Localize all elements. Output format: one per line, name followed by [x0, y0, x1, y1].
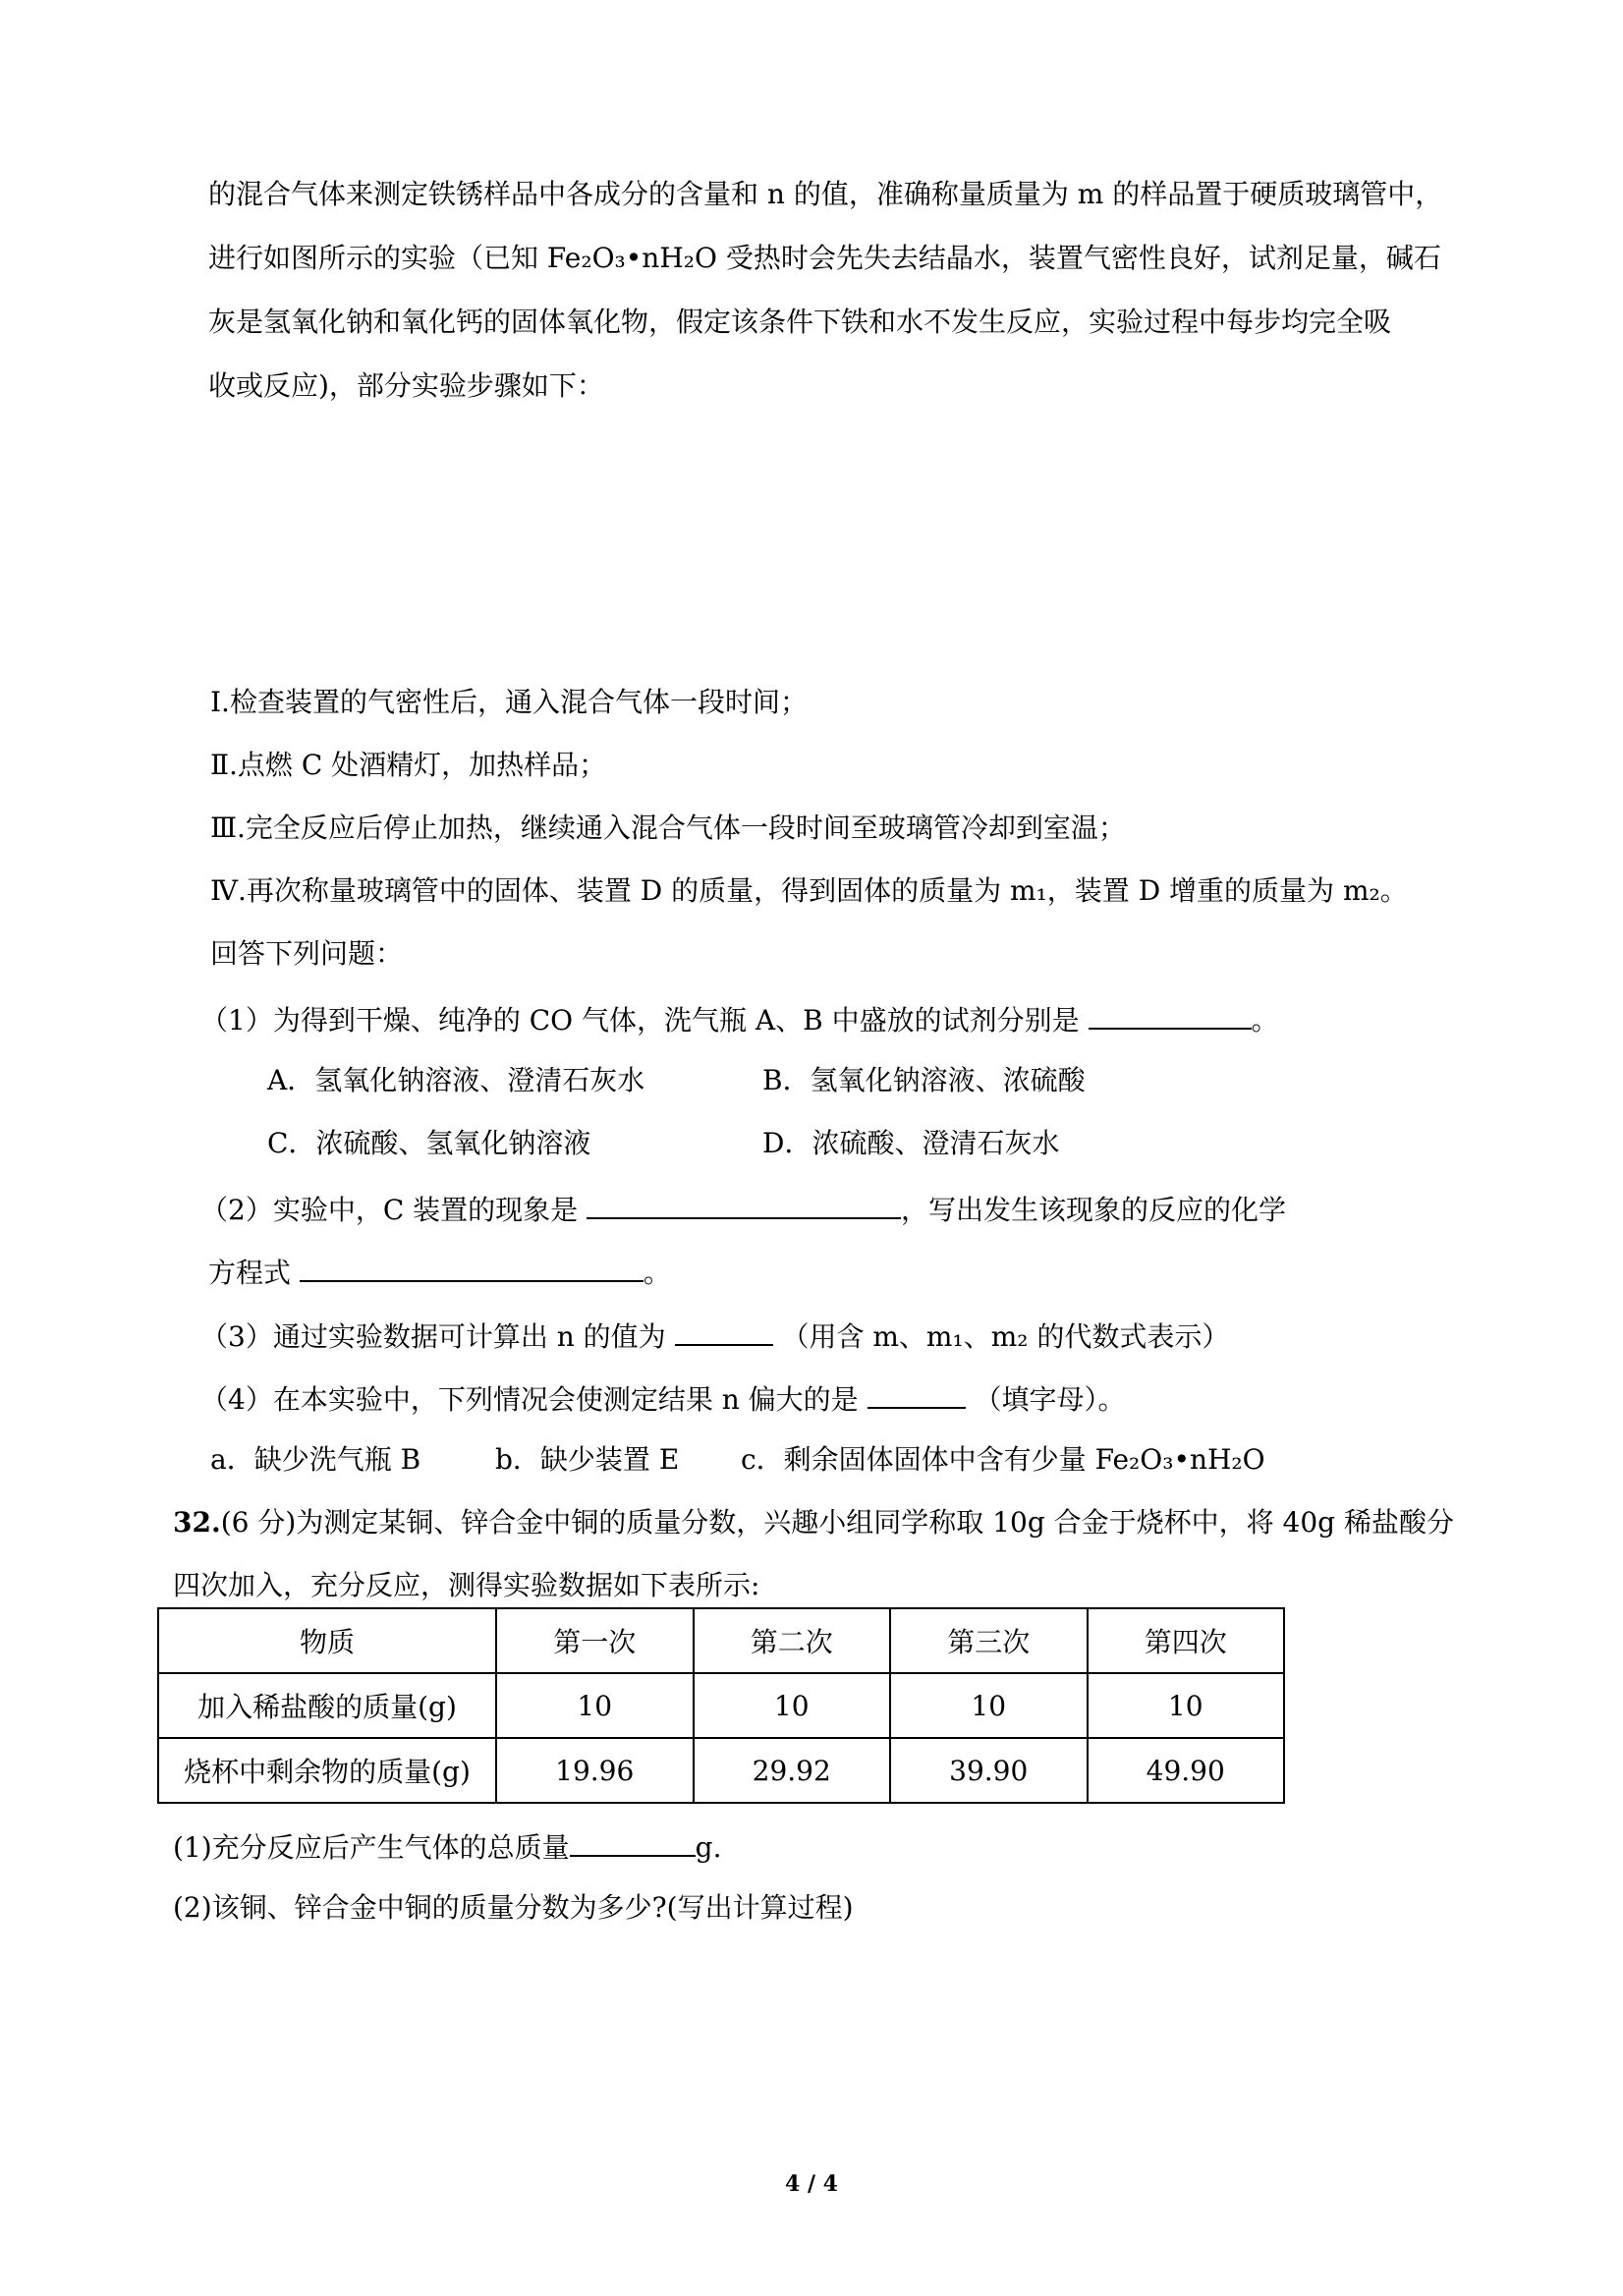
table-cell: 29.92: [694, 1738, 891, 1803]
data-table: [157, 1607, 1285, 1804]
answer-blank-1[interactable]: [1089, 998, 1252, 1030]
answer-blank-4[interactable]: [867, 1377, 966, 1409]
table-cell: 49.90: [1088, 1738, 1285, 1803]
intro-line-2: 进行如图所示的实验（已知 Fe₂O₃•nH₂O 受热时会先失去结晶水，装置气密性良好，试剂足量，碱石: [208, 242, 1441, 274]
option-1d: D．浓硫酸、澄清石灰水: [762, 1127, 1060, 1159]
option-1c: C．浓硫酸、氢氧化钠溶液: [267, 1127, 591, 1159]
step-2: Ⅱ.点燃 C 处酒精灯，加热样品；: [210, 749, 607, 781]
page-number: 4 / 4: [785, 2171, 838, 2197]
table-header-row: [158, 1608, 1284, 1673]
question-2-line-2: [208, 1251, 671, 1293]
question-32-sub-2: (2)该铜、锌合金中铜的质量分数为多少?(写出计算过程): [173, 1891, 854, 1924]
answer-prompt: 回答下列问题：: [210, 937, 404, 970]
table-header-cell: 第三次: [890, 1608, 1088, 1673]
option-4a: a．缺少洗气瓶 B: [210, 1443, 421, 1476]
table-header-cell: 物质: [158, 1608, 496, 1673]
question-2-end: 。: [643, 1257, 671, 1289]
question-1: [200, 998, 1279, 1040]
table-cell: 烧杯中剩余物的质量(g): [158, 1738, 496, 1803]
table-cell: 10: [496, 1673, 694, 1738]
question-1-end: 。: [1251, 1004, 1279, 1036]
intro-line-3: 灰是氢氧化钠和氧化钙的固体氧化物，假定该条件下铁和水不发生反应，实验过程中每步均完全吸: [208, 306, 1392, 338]
question-32-sub-1-end: g.: [695, 1831, 722, 1864]
step-1: Ⅰ.检查装置的气密性后，通入混合气体一段时间；: [210, 686, 808, 718]
answer-blank-32-1[interactable]: [570, 1825, 696, 1857]
question-4-text: （4）在本实验中，下列情况会使测定结果 n 偏大的是: [200, 1383, 859, 1416]
question-2-text: （2）实验中，C 装置的现象是: [200, 1194, 579, 1226]
table-cell: 加入稀盐酸的质量(g): [158, 1673, 496, 1738]
question-32-line-1-text: (6 分)为测定某铜、锌合金中铜的质量分数，兴趣小组同学称取 10g 合金于烧杯中，将 40g 稀盐酸分: [220, 1506, 1454, 1539]
answer-blank-2a[interactable]: [587, 1188, 901, 1219]
question-2: [200, 1188, 1286, 1230]
table-cell: 39.90: [890, 1738, 1088, 1803]
answer-blank-3[interactable]: [675, 1315, 773, 1346]
table-cell: 10: [1088, 1673, 1285, 1738]
question-32-line-1: [173, 1503, 1454, 1542]
option-1b: B．氢氧化钠溶液、浓硫酸: [762, 1064, 1086, 1096]
question-2-line2-text: 方程式: [208, 1257, 292, 1289]
option-1a: A．氢氧化钠溶液、澄清石灰水: [267, 1064, 645, 1096]
table-header-cell: 第二次: [694, 1608, 891, 1673]
step-3: Ⅲ.完全反应后停止加热，继续通入混合气体一段时间至玻璃管冷却到室温；: [210, 812, 1126, 844]
step-4: Ⅳ.再次称量玻璃管中的固体、装置 D 的质量，得到固体的质量为 m₁，装置 D 增重的质量为 m₂。: [210, 874, 1408, 907]
answer-blank-2b[interactable]: [300, 1251, 644, 1282]
question-1-text: （1）为得到干燥、纯净的 CO 气体，洗气瓶 A、B 中盛放的试剂分别是: [200, 1004, 1080, 1036]
intro-line-1: 的混合气体来测定铁锈样品中各成分的含量和 n 的值，准确称量质量为 m 的样品置于硬质玻璃管中，: [208, 178, 1443, 210]
table-row: [158, 1673, 1284, 1738]
table-header-cell: 第一次: [496, 1608, 694, 1673]
table-row: [158, 1738, 1284, 1803]
question-3-end: （用含 m、m₁、m₂ 的代数式表示）: [781, 1320, 1230, 1353]
table-cell: 10: [890, 1673, 1088, 1738]
question-32-line-2: 四次加入，充分反应，测得实验数据如下表所示:: [173, 1569, 760, 1601]
question-32-sub-1: [173, 1825, 722, 1868]
table-cell: 10: [694, 1673, 891, 1738]
table-cell: 19.96: [496, 1738, 694, 1803]
question-32-number: 32.: [173, 1506, 221, 1539]
option-4c: c．剩余固体固体中含有少量 Fe₂O₃•nH₂O: [741, 1443, 1265, 1476]
question-32-sub-1-text: (1)充分反应后产生气体的总质量: [173, 1831, 570, 1864]
question-4: [200, 1377, 1125, 1420]
question-3-text: （3）通过实验数据可计算出 n 的值为: [200, 1320, 666, 1353]
table-header-cell: 第四次: [1088, 1608, 1285, 1673]
question-4-end: （填字母）。: [974, 1383, 1126, 1416]
question-3: [200, 1315, 1229, 1357]
option-4b: b．缺少装置 E: [495, 1443, 680, 1476]
intro-line-4: 收或反应)，部分实验步骤如下：: [208, 369, 604, 402]
question-2-mid: ，写出发生该现象的反应的化学: [901, 1194, 1287, 1226]
